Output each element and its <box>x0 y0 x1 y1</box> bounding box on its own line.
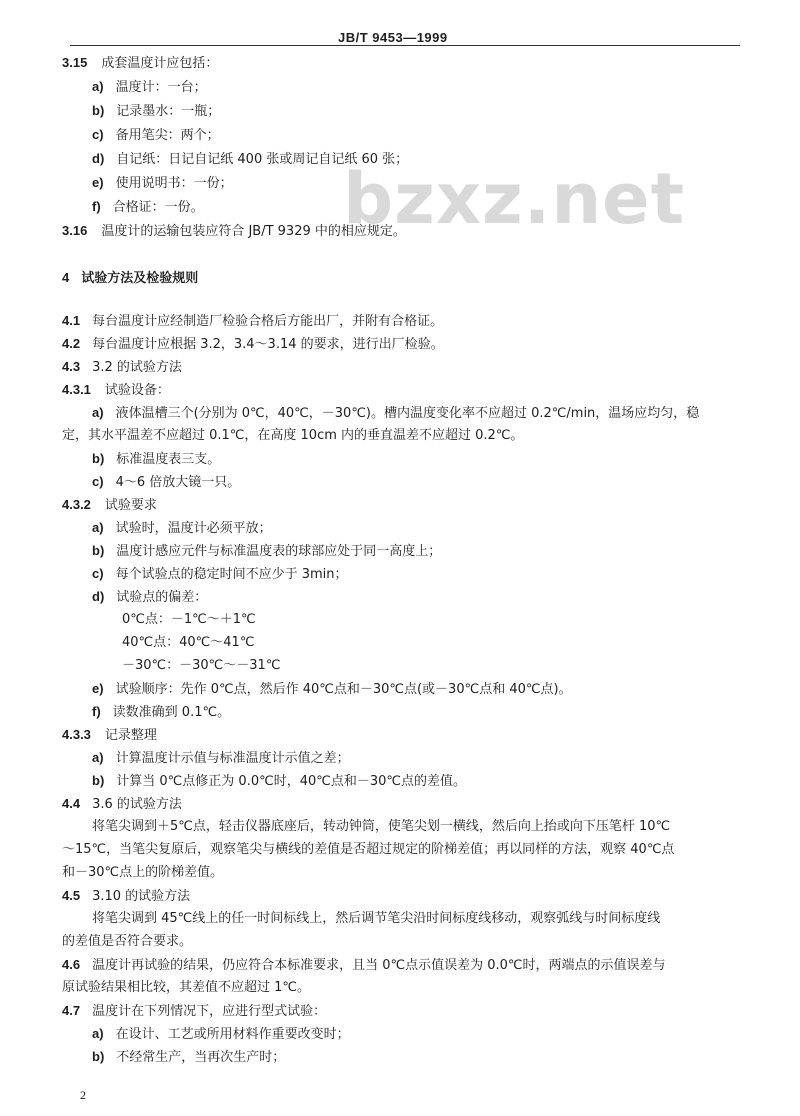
text-line <box>92 79 207 96</box>
line-text: 每台温度计应经制造厂检验合格后方能出厂，并附有合格证。 <box>92 314 444 329</box>
clause-number: f) <box>92 704 101 719</box>
text-line <box>62 497 157 514</box>
text-line <box>92 474 240 491</box>
text-line <box>92 405 699 422</box>
line-text: 计算温度计示值与标准温度计示值之差； <box>115 751 350 766</box>
text-line <box>62 934 192 950</box>
clause-number: b) <box>92 543 105 558</box>
line-text: 在设计、工艺或所用材料作重要改变时； <box>115 1027 350 1042</box>
text-line <box>62 1003 326 1020</box>
clause-number: 4.3.2 <box>62 497 91 512</box>
text-line <box>62 270 198 287</box>
clause-number: b) <box>92 451 105 466</box>
text-line <box>92 199 204 216</box>
text-line <box>62 223 406 240</box>
text-line <box>122 612 256 628</box>
clause-number: c) <box>92 127 104 142</box>
text-line <box>92 543 441 560</box>
clause-number: 4.6 <box>62 957 81 972</box>
text-line <box>62 796 182 813</box>
clause-number: a) <box>92 750 104 765</box>
text-line <box>92 704 230 721</box>
text-line <box>92 566 347 583</box>
line-text: 试验设备： <box>104 383 170 398</box>
clause-number: 4.4 <box>62 796 81 811</box>
text-line <box>62 382 170 399</box>
clause-number: e) <box>92 175 104 190</box>
line-text: 温度计的运输包装应符合 JB/T 9329 中的相应规定。 <box>101 224 406 239</box>
text-line <box>92 151 408 168</box>
clause-number: b) <box>92 103 105 118</box>
clause-number: d) <box>92 589 105 604</box>
clause-number: 4.3 <box>62 359 81 374</box>
text-line <box>92 681 572 698</box>
clause-number: 4.5 <box>62 888 81 903</box>
line-text: 合格证：一份。 <box>112 200 204 215</box>
clause-number: a) <box>92 1026 104 1041</box>
line-text: 温度计在下列情况下，应进行型式试验： <box>92 1004 327 1019</box>
line-text: 温度计再试验的结果，仍应符合本标准要求，且当 0℃点示值误差为 0.0℃时，两端点的示值误差与 <box>92 958 666 973</box>
text-line <box>62 888 190 905</box>
text-line <box>122 635 254 651</box>
text-line <box>92 819 670 835</box>
line-text: 每个试验点的稳定时间不应少于 3min； <box>115 567 348 582</box>
line-text: 记录墨水：一瓶； <box>116 104 221 119</box>
clause-number: b) <box>92 773 105 788</box>
text-line <box>92 1026 350 1043</box>
text-line <box>62 336 444 353</box>
line-text: 试验方法及检验规则 <box>81 271 199 286</box>
text-line <box>62 980 310 996</box>
clause-number: 3.16 <box>62 223 88 238</box>
text-line <box>92 1049 285 1066</box>
clause-number: a) <box>92 405 104 420</box>
line-text: 备用笔尖：两个； <box>115 128 220 143</box>
clause-number: 4.3.3 <box>62 727 91 742</box>
clause-number: 3.15 <box>62 55 88 70</box>
line-text: 温度计感应元件与标准温度表的球部应处于同一高度上； <box>116 544 442 559</box>
text-line <box>92 175 233 192</box>
clause-number: 4 <box>62 270 70 285</box>
clause-number: 4.1 <box>62 313 81 328</box>
text-line <box>92 750 350 767</box>
text-line <box>62 842 674 858</box>
clause-number: 4.7 <box>62 1003 81 1018</box>
line-text: 将笔尖调到＋5℃点，轻击仪器底座后，转动钟筒，使笔尖划一横线，然后向上抬或向下压笔杆 10℃ <box>92 819 671 834</box>
line-text: 3.10 的试验方法 <box>92 889 191 904</box>
text-line <box>92 127 220 144</box>
clause-number: 4.2 <box>62 336 81 351</box>
line-text: 使用说明书：一份； <box>115 176 233 191</box>
line-text: 的差值是否符合要求。 <box>62 934 193 949</box>
text-line <box>122 658 280 674</box>
line-text: 温度计：一台； <box>115 80 207 95</box>
line-text: 和－30℃点上的阶梯差值。 <box>62 865 224 880</box>
text-line <box>92 911 660 927</box>
text-line <box>92 520 272 537</box>
clause-number: c) <box>92 566 104 581</box>
line-text: 原试验结果相比较，其差值不应超过 1℃。 <box>62 980 311 995</box>
text-line <box>62 957 666 974</box>
line-text: 液体温槽三个(分别为 0℃，40℃，－30℃)。槽内温度变化率不应超过 0.2℃/min，温场应均匀，稳 <box>115 406 700 421</box>
clause-number: a) <box>92 79 104 94</box>
line-text: 计算当 0℃点修正为 0.0℃时，40℃点和－30℃点的差值。 <box>116 774 466 789</box>
watermark: bzxz.net <box>343 158 686 240</box>
text-line <box>62 428 523 444</box>
line-text: 3.6 的试验方法 <box>92 797 182 812</box>
clause-number: d) <box>92 151 105 166</box>
line-text: 每台温度计应根据 3.2，3.4～3.14 的要求，进行出厂检验。 <box>92 337 444 352</box>
line-text: 试验点的偏差： <box>116 590 208 605</box>
line-text: 3.2 的试验方法 <box>92 360 182 375</box>
text-line <box>62 865 223 881</box>
line-text: 不经常生产，当再次生产时； <box>116 1050 286 1065</box>
text-line <box>62 55 218 72</box>
clause-number: f) <box>92 199 101 214</box>
text-line <box>92 589 207 606</box>
line-text: ～15℃，当笔尖复原后，观察笔尖与横线的差值是否超过规定的阶梯差值；再以同样的方法，观察 40℃点 <box>62 842 675 857</box>
clause-number: 4.3.1 <box>62 382 91 397</box>
line-text: 40℃点：40℃～41℃ <box>122 635 255 650</box>
line-text: 4～6 倍放大镜一只。 <box>115 475 241 490</box>
text-line <box>92 103 220 120</box>
line-text: 成套温度计应包括： <box>101 56 219 71</box>
line-text: 试验顺序：先作 0℃点，然后作 40℃点和－30℃点(或－30℃点和 40℃点)。 <box>115 682 572 697</box>
line-text: 记录整理 <box>104 728 157 743</box>
line-text: 试验时，温度计必须平放； <box>115 521 272 536</box>
clause-number: a) <box>92 520 104 535</box>
clause-number: e) <box>92 681 104 696</box>
header-rule <box>70 45 740 46</box>
clause-number: b) <box>92 1049 105 1064</box>
line-text: －30℃：－30℃～－31℃ <box>122 658 281 673</box>
line-text: 自记纸：日记自记纸 400 张或周记自记纸 60 张； <box>116 152 409 167</box>
text-line <box>62 727 157 744</box>
text-line <box>62 359 182 376</box>
text-line <box>92 451 220 468</box>
page-number: 2 <box>80 1088 86 1102</box>
line-text: 试验要求 <box>104 498 157 513</box>
text-line <box>92 773 466 790</box>
clause-number: c) <box>92 474 104 489</box>
line-text: 标准温度表三支。 <box>116 452 221 467</box>
standard-header: JB/T 9453—1999 <box>338 30 448 45</box>
text-line <box>62 313 443 330</box>
line-text: 定，其水平温差不应超过 0.1℃，在高度 10cm 内的垂直温差不应超过 0.2℃。 <box>62 428 524 443</box>
line-text: 将笔尖调到 45℃线上的任一时间标线上，然后调节笔尖沿时间标度线移动，观察弧线与时间标度线 <box>92 911 661 926</box>
line-text: 0℃点：－1℃～＋1℃ <box>122 612 256 627</box>
line-text: 读数准确到 0.1℃。 <box>112 705 231 720</box>
